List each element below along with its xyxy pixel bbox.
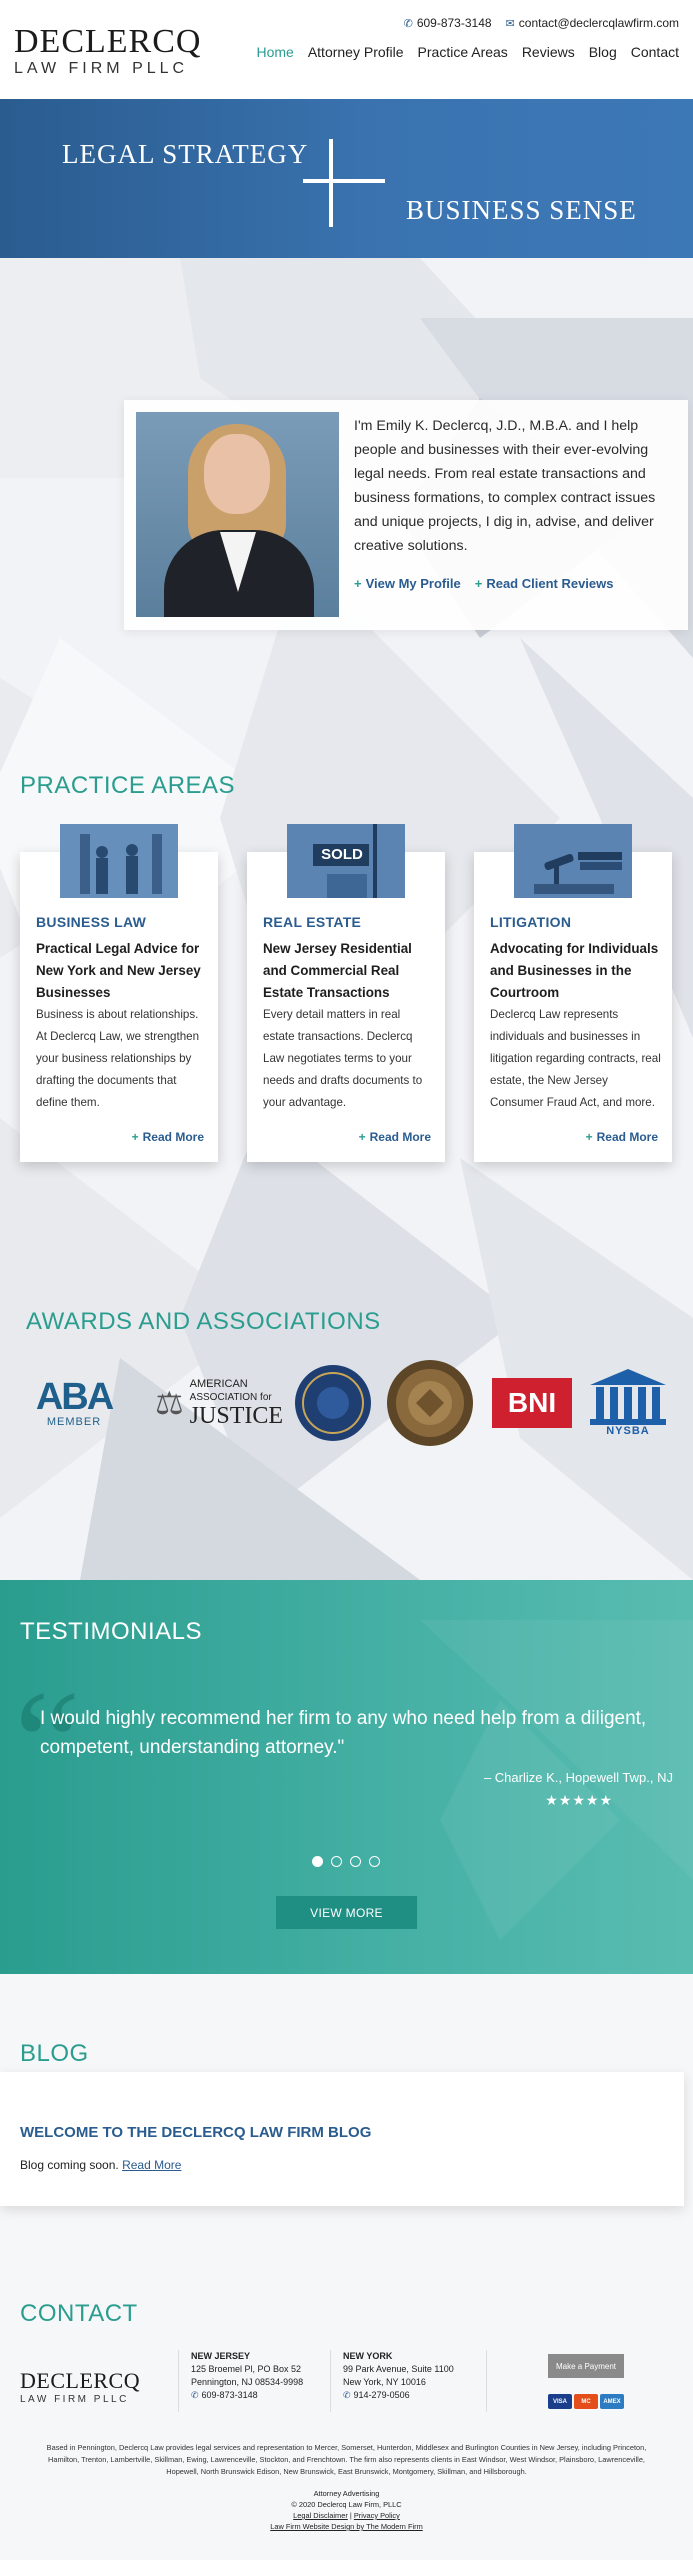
office-new-york: [330, 2350, 490, 2412]
card-description: Business is about relationships. At Declercq Law, we strengthen your business relationships by drafting the documents that define them.: [36, 1008, 200, 1109]
awards-logos: [24, 1362, 674, 1444]
card-subtitle: Advocating for Individuals and Businesses in the Courtroom: [490, 941, 659, 1000]
testimonials-section: [0, 1580, 693, 1974]
card-description: Every detail matters in real estate transactions. Declercq Law negotiates terms to your needs and drafts documents to your advantage.: [263, 1008, 423, 1109]
attorney-intro: [124, 400, 688, 630]
real-estate-image: [287, 824, 405, 898]
hero-plus-bar: [303, 179, 385, 183]
read-more-label: Read More: [142, 1130, 204, 1144]
logo-main: DECLERCQ: [14, 23, 202, 60]
contact-title: CONTACT: [20, 2300, 138, 2327]
bni-logo[interactable]: [490, 1362, 574, 1444]
nj-state-bar-seal[interactable]: [292, 1362, 374, 1444]
business-image: [60, 824, 178, 898]
email-link[interactable]: [506, 16, 679, 30]
carousel-dots: [312, 1856, 380, 1867]
plus-icon: +: [474, 576, 483, 591]
carousel-dot-1[interactable]: [312, 1856, 323, 1867]
nav-home[interactable]: Home: [256, 44, 294, 60]
office-phone-link[interactable]: [191, 2389, 318, 2402]
email-text: contact@declercqlawfirm.com: [518, 16, 679, 30]
copyright: © 2020 Declercq Law Firm, PLLC: [291, 2500, 402, 2509]
card-title: REAL ESTATE: [263, 914, 362, 930]
read-more-link[interactable]: [132, 1130, 204, 1144]
office-phone: 914-279-0506: [353, 2390, 410, 2400]
aaj-line-2: ASSOCIATION for: [189, 1392, 272, 1403]
amex-icon: AMEX: [600, 2394, 624, 2409]
federal-seal[interactable]: [384, 1362, 476, 1444]
office-phone-link[interactable]: [343, 2389, 490, 2402]
read-reviews-label: Read Client Reviews: [486, 576, 614, 591]
office-phone: 609-873-3148: [201, 2390, 258, 2400]
envelope-icon: ✉: [505, 18, 515, 30]
blog-text: [20, 2158, 181, 2172]
blog-text-body: Blog coming soon.: [20, 2158, 119, 2172]
footer-logo[interactable]: [20, 2370, 140, 2405]
card-title: LITIGATION: [490, 914, 572, 930]
blog-read-more-link[interactable]: Read More: [122, 2158, 182, 2172]
logo[interactable]: [14, 23, 202, 78]
phone-icon: ✆: [403, 18, 413, 30]
divider: [486, 2350, 487, 2412]
read-more-label: Read More: [369, 1130, 431, 1144]
bni-mark: BNI: [492, 1378, 572, 1428]
nysba-logo[interactable]: [586, 1362, 670, 1444]
profile-links: [354, 576, 613, 591]
attorney-advertising: Attorney Advertising: [313, 2489, 380, 2498]
plus-icon: +: [354, 576, 362, 591]
attorney-photo: [136, 412, 339, 617]
visa-icon: VISA: [548, 2394, 572, 2409]
nav-practice-areas[interactable]: Practice Areas: [417, 44, 508, 60]
footer-disclaimer: Based in Pennington, Declercq Law provides legal services and representation to Mercer, Somerset, Hunterdon, Middlesex and Burlington Counties in New Jersey, including Princeton, Hamilton, Trenton, Lambertville, Skillman, Ewing, Lawrenceville, Stockton, and Frenchtown. The firm also represents clients in East Windsor, West Windsor, Plainsboro, Lawrenceville, Hopewell, North Brunswick Edison, New Brunswick, East Brunswick, Montgomery, Skillman, and Hillsborough.: [46, 2443, 647, 2476]
attorney-bio: I'm Emily K. Declercq, J.D., M.B.A. and I help people and businesses with their ever-evolving legal needs. From real estate transactions and business formations, to complex contract issues and unique projects, I dig in, advise, and deliver creative solutions.: [354, 418, 656, 554]
litigation-image: [514, 824, 632, 898]
nysba-text: NYSBA: [606, 1425, 650, 1437]
website-design-link[interactable]: Law Firm Website Design by The Modern Firm: [270, 2522, 423, 2531]
nav-reviews[interactable]: Reviews: [521, 44, 575, 60]
plus-icon: +: [585, 1130, 593, 1144]
office-address-1: 99 Park Avenue, Suite 1100: [343, 2364, 454, 2374]
card-subtitle: New Jersey Residential and Commercial Real Estate Transactions: [263, 941, 412, 1000]
plus-icon: +: [131, 1130, 139, 1144]
office-address-2: New York, NY 10016: [343, 2377, 426, 2387]
site-header: [0, 0, 693, 99]
aaj-line-1: AMERICAN: [189, 1378, 248, 1390]
phone-icon: ✆: [343, 2390, 351, 2400]
nav-blog[interactable]: Blog: [588, 44, 617, 60]
read-reviews-link[interactable]: [475, 576, 614, 591]
awards-title: AWARDS AND ASSOCIATIONS: [26, 1308, 381, 1335]
office-address-2: Pennington, NJ 08534-9998: [191, 2377, 304, 2387]
hero-banner: [0, 99, 693, 258]
aba-mark: ABA: [35, 1376, 113, 1418]
nav-attorney-profile[interactable]: Attorney Profile: [307, 44, 404, 60]
blog-title: BLOG: [20, 2040, 89, 2067]
payment-card-icons: [548, 2394, 624, 2409]
read-more-link[interactable]: [359, 1130, 431, 1144]
privacy-policy-link[interactable]: Privacy Policy: [353, 2511, 400, 2520]
aaj-line-3: JUSTICE: [189, 1403, 284, 1429]
view-profile-link[interactable]: [354, 576, 461, 591]
read-more-label: Read More: [596, 1130, 658, 1144]
footer-logo-sub: LAW FIRM PLLC: [20, 2394, 129, 2405]
view-more-button[interactable]: VIEW MORE: [276, 1896, 417, 1929]
read-more-link[interactable]: [586, 1130, 658, 1144]
nav-contact[interactable]: Contact: [630, 44, 679, 60]
footer-logo-main: DECLERCQ: [20, 2368, 141, 2393]
hero-line-2: BUSINESS SENSE: [406, 195, 637, 225]
testimonial-quote: I would highly recommend her firm to any who need help from a diligent, competent, understanding attorney.": [40, 1708, 647, 1758]
quote-icon: “: [14, 1660, 81, 1826]
phone-link[interactable]: [404, 16, 492, 30]
blog-card: [0, 2072, 684, 2206]
view-profile-label: View My Profile: [365, 576, 461, 591]
mastercard-icon: MC: [574, 2394, 598, 2409]
card-description: Declercq Law represents individuals and businesses in litigation regarding contracts, real estate, the New Jersey Consumer Fraud Act, and more.: [490, 1008, 661, 1109]
make-payment-button[interactable]: Make a Payment: [548, 2354, 624, 2378]
main-nav: [256, 44, 679, 60]
plus-icon: +: [358, 1130, 366, 1144]
scales-icon: ⚖: [154, 1385, 184, 1421]
practice-card-litigation: [474, 852, 672, 1162]
office-name: NEW YORK: [343, 2351, 393, 2361]
carousel-dot-3[interactable]: [350, 1856, 361, 1867]
office-name: NEW JERSEY: [191, 2351, 251, 2361]
topbar: [404, 16, 679, 30]
legal-disclaimer-link[interactable]: Legal Disclaimer: [293, 2511, 348, 2520]
testimonial-author: – Charlize K., Hopewell Twp., NJ: [483, 1770, 673, 1785]
practice-areas-title: PRACTICE AREAS: [20, 772, 236, 799]
carousel-dot-4[interactable]: [369, 1856, 380, 1867]
logo-sub: LAW FIRM PLLC: [14, 60, 189, 77]
sold-sign-text: SOLD: [321, 846, 363, 863]
practice-card-business: [20, 852, 218, 1162]
hero-line-1: LEGAL STRATEGY: [62, 139, 309, 169]
phone-icon: ✆: [191, 2390, 199, 2400]
hero-plus-icon: [329, 139, 333, 227]
aaj-logo[interactable]: [136, 1362, 302, 1444]
aba-logo[interactable]: [24, 1362, 124, 1444]
office-address-1: 125 Broemel Pl, PO Box 52: [191, 2364, 302, 2374]
testimonials-title: TESTIMONIALS: [20, 1618, 203, 1645]
blog-heading[interactable]: WELCOME TO THE DECLERCQ LAW FIRM BLOG: [20, 2124, 372, 2141]
practice-card-real-estate: [247, 846, 445, 1162]
footer-links: Attorney Advertising © 2020 Declercq Law Firm, PLLC Legal Disclaimer | Privacy Policy Law Firm Website Design by The Modern Firm: [0, 2488, 693, 2532]
phone-text: 609-873-3148: [416, 16, 492, 30]
carousel-dot-2[interactable]: [331, 1856, 342, 1867]
card-subtitle: Practical Legal Advice for New York and New Jersey Businesses: [36, 941, 201, 1000]
aba-member-text: MEMBER: [46, 1416, 102, 1428]
rating-stars: ★★★★★: [545, 1792, 613, 1808]
card-title: BUSINESS LAW: [36, 914, 147, 930]
office-new-jersey: [178, 2350, 318, 2412]
